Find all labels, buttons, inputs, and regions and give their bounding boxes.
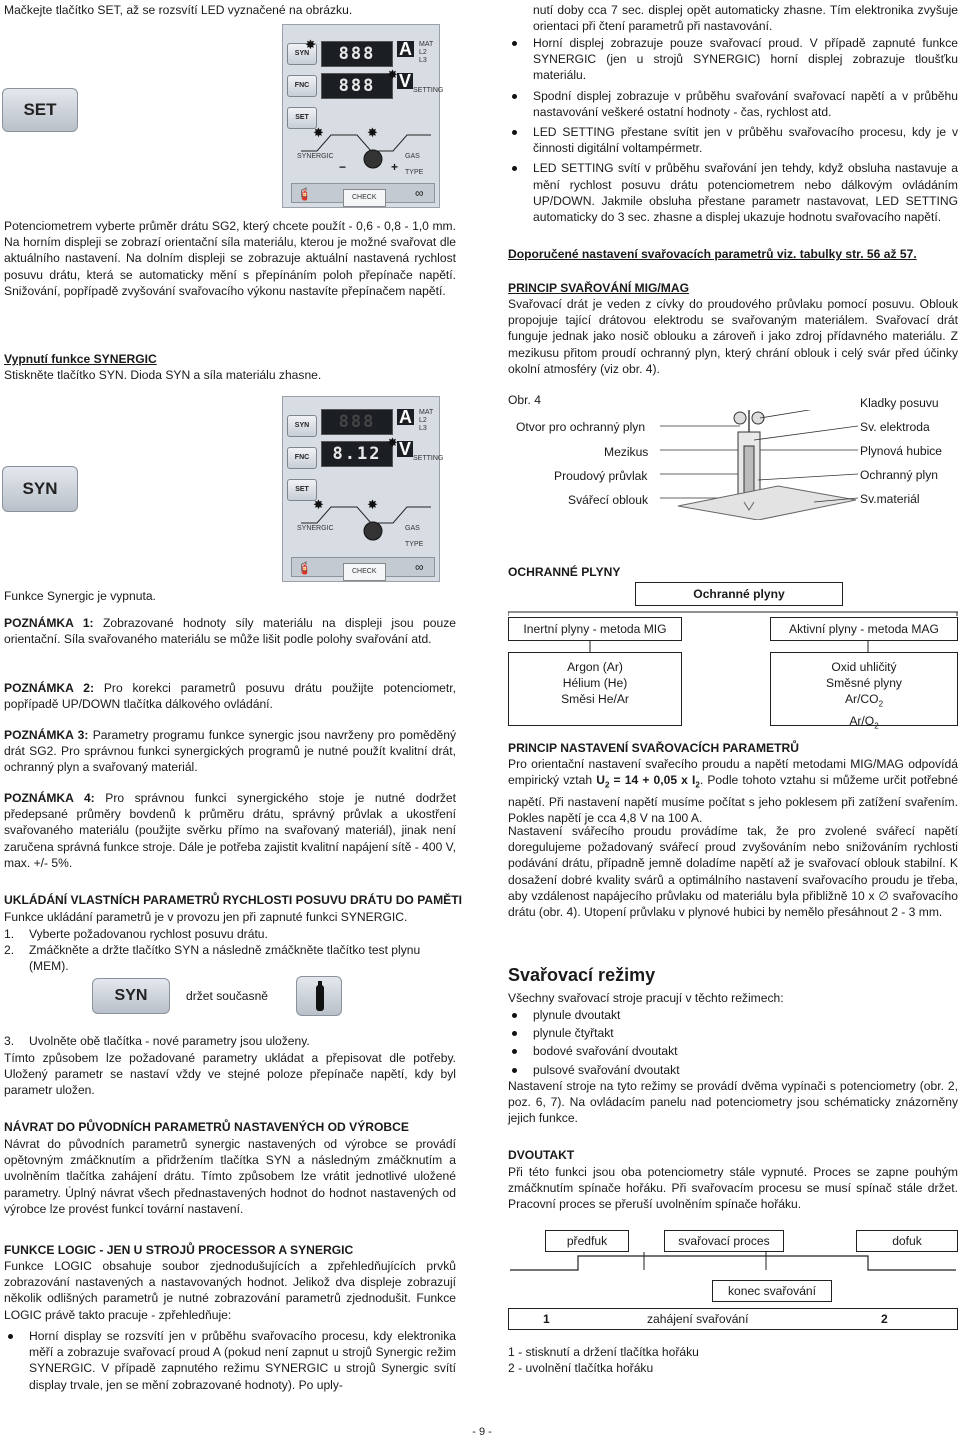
list-item: 2. Zmáčkněte a držte tlačítko SYN a následně zmáčkněte tlačítko test plynu (MEM). <box>4 943 421 974</box>
setting-paragraph-1: Pro orientační nastavení svařecího proudu a napětí metodami MIG/MAG odpovídá empirický vztah $U_2 = 14 + 0,05$ x $I_2$. Podle tohoto vztahu si můžeme určit potřebné napětí. Při nastavení napětí musíme počítat s jeho poklesem při zatížení svařením. Pokles napětí je cca 4,8 V na 100 A. <box>508 757 958 826</box>
timing-konec: konec svařování <box>712 1280 832 1302</box>
page-number: - 9 - <box>472 1426 492 1438</box>
setting-label: SETTING <box>413 87 444 94</box>
check-label: CHECK <box>343 189 386 207</box>
top-display: 888 <box>321 41 393 67</box>
unit-a-label: A <box>399 39 412 59</box>
inert-gases-list <box>508 652 682 726</box>
timing-bottom-bar <box>508 1308 958 1330</box>
panel-set-button: SET <box>287 107 317 129</box>
list-item: Argon (Ar) <box>567 660 623 674</box>
panel-syn-button: SYN <box>287 43 317 65</box>
logic-heading: FUNKCE LOGIC - JEN U STROJŮ PROCESSOR A SYNERGIC <box>4 1243 354 1257</box>
gas-type-label: GAS TYPE <box>405 525 424 549</box>
intro-text: Mačkejte tlačítko SET, až se rozsvítí LED vyznačené na obrázku. <box>4 3 353 17</box>
timing-n1: 1 <box>543 1312 550 1326</box>
top-display: 888 <box>321 409 393 435</box>
hold-together-label: držet současně <box>186 989 269 1003</box>
gas-bottle-icon: 🧯 <box>297 561 312 575</box>
list-item: $Ar/O_2$ <box>849 714 879 731</box>
mat-label: MAT <box>419 409 434 416</box>
active-gases-list <box>770 652 958 731</box>
syn-off-result: Funkce Synergic je vypnuta. <box>4 589 156 603</box>
timing-process: svařovací proces <box>664 1230 784 1252</box>
timing-dofuk: dofuk <box>856 1230 958 1252</box>
led-star-icon: ✸ <box>313 497 324 512</box>
list-item: 3. Uvolněte obě tlačítka - nové parametry jsou uloženy. <box>4 1034 310 1048</box>
panel-fnc-button: FNC <box>287 447 317 469</box>
list-item: plynule dvoutakt <box>508 1007 958 1023</box>
setting-heading: PRINCIP NASTAVENÍ SVAŘOVACÍCH PARAMETRŮ <box>508 741 799 755</box>
syn-button: SYN <box>2 466 78 512</box>
list-item: Oxid uhličitý <box>831 660 897 674</box>
gases-heading: OCHRANNÉ PLYNY <box>508 565 621 579</box>
syn-off-text: Stiskněte tlačítko SYN. Dioda SYN a síla materiálu zhasne. <box>4 368 322 382</box>
unit-a-label: A <box>399 407 412 427</box>
unit-v-label: V <box>399 439 412 459</box>
factory-heading: NÁVRAT DO PŮVODNÍCH PARAMETRŮ NASTAVENÝCH OD VÝROBCE <box>4 1120 409 1134</box>
recommended-link[interactable]: Doporučené nastavení svařovacích parametrů viz. tabulky str. 56 až 57. <box>508 247 917 261</box>
list-item: Horní display se rozsvítí jen v průběhu svařovacího procesu, kdy elektronika měří a zobrazuje svařovací proud A (pokud není zapnut u strojů Synergic režim SYNERGIC. V případě zapnutého režimu SYNERGIC u strojů Synergic svítí display trvale, jen se mění zobrazované hodnoty). Po uply- <box>4 1328 456 1393</box>
figure-label: Sv.materiál <box>860 492 920 506</box>
l3-label: L3 <box>419 425 427 432</box>
led-star-icon: ✸ <box>305 37 316 52</box>
save-steps-end <box>4 1033 456 1049</box>
note-4: POZNÁMKA 4: Pro správnou funkci synergického stoje je nutné dodržet předepsané průměry bovdenů k průměru drátu, správný průvlak a ukostření svařovaného materiálu (použijte svěrku přímo na svařovaný materiál), jinak není zaručena správná funkce stroje. Dále je potřeba zajistit kvalitní napájení sítě - 400 V, max. +/- 5%. <box>4 791 456 870</box>
figure-4-label: Obr. 4 <box>508 393 541 407</box>
timing-predfuk: předfuk <box>545 1230 629 1252</box>
save-outro: Tímto způsobem lze požadované parametry ukládat a přepisovat dle potřeby. Uložený parametr se nastaví vždy ve stejné poloze přepínače napětí, kdy byl parametr uložen. <box>4 1051 456 1098</box>
save-heading: UKLÁDÁNÍ VLASTNÍCH PARAMETRŮ RYCHLOSTI POSUVU DRÁTU DO PAMĚTI <box>4 893 462 907</box>
synergic-label: SYNERGIC <box>297 525 334 532</box>
panel-set-button: SET <box>287 479 317 501</box>
panel-fnc-button: FNC <box>287 75 317 97</box>
potentiometer-paragraph: Potenciometrem vyberte průměr drátu SG2, který chcete použít - 0,6 - 0,8 - 1,0 mm. Na horním displeji se zobrazí orientační síla materiálu, kterou je možné svařovat dle aktuálního nastavení. Na dolním displeji se zobrazuje aktuální nastavená rychlost posuvu drátu, která se automaticky mění s přepínáním poloh přepínače napětí. Snižování, popřípadě zvyšování svařovacího výkonu nastavíte přepínačem napětí. <box>4 219 456 298</box>
figure-label: Ochranný plyn <box>860 468 938 482</box>
inert-gases-box: Inertní plyny - metoda MIG <box>508 617 682 641</box>
list-item: 1. Vyberte požadovanou rychlost posuvu drátu. <box>4 927 268 941</box>
figure-label: Otvor pro ochranný plyn <box>516 420 646 434</box>
unit-v-label: V <box>399 71 412 91</box>
gas-bottle-icon: 🧯 <box>297 187 312 201</box>
syn-button-hold: SYN <box>92 978 170 1014</box>
gas-bottle-icon <box>297 977 343 1017</box>
gas-type-label: GAS TYPE <box>405 153 424 177</box>
note-1: POZNÁMKA 1: Zobrazované hodnoty síly materiálu na displeji jsou pouze orientační. Síla svařovaného materiálu se může lišit podle polohy svařování atd. <box>4 616 456 647</box>
logic-text: Funkce LOGIC obsahuje soubor zjednodušujících a zpřehledňujících prvků zobrazování nastavených a nastavovaných hodnot. Jelikož dva displeje zobrazují několik odlišných parametrů je nutné zobrazování parametrů zjednodušit. Funkce LOGIC právě takto pracuje - zpřehledňuje: <box>4 1259 456 1322</box>
modes-heading: Svařovací režimy <box>508 965 656 985</box>
list-item: LED SETTING svítí v průběhu svařování jen tehdy, když obsluha nastavuje a mění rychlost posuvu drátu potenciometrem nebo dálkovým ovládáním UP/DOWN. Jakmile obsluha přestane parametr nastavovat, LED SETTING automaticky do 3 sec. zhasne a displej ukazuje hodnotu svařovacího napětí. <box>508 160 958 225</box>
led-star-icon: ✸ <box>387 435 398 450</box>
logic-bullets-cont <box>508 35 958 225</box>
list-item: Směsné plyny <box>826 676 902 691</box>
princip-heading: PRINCIP SVAŘOVÁNÍ MIG/MAG <box>508 281 689 295</box>
wire-icon: ∞ <box>415 560 424 574</box>
list-item: $Ar/CO_2$ <box>844 692 884 709</box>
list-item: pulsové svařování dvoutakt <box>508 1062 958 1078</box>
syn-off-heading: Vypnutí funkce SYNERGIC <box>4 352 157 366</box>
set-button: SET <box>2 88 78 132</box>
l2-label: L2 <box>419 417 427 424</box>
l2-label: L2 <box>419 49 427 56</box>
figure-label: Mezikus <box>604 445 649 459</box>
dvoutakt-text: Při této funkci jsou oba potenciometry stále vypnuté. Proces se zapne pouhým zmáčknutím spínače hořáku. Při svařovacím procesu se musí spínač stále držet. Pracovní proces se přeruší uvolněním spínače hořáku. <box>508 1165 958 1212</box>
list-item: Směsi He/Ar <box>561 692 629 707</box>
l3-label: L3 <box>419 57 427 64</box>
logic-continuation: nutí doby cca 7 sec. displej opět automaticky zhasne. Tím elektronika zvyšuje orientaci při čtení parametrů při nastavování. <box>533 3 958 34</box>
timing-start: zahájení svařování <box>647 1312 749 1326</box>
princip-text: Svařovací drát je veden z cívky do proudového průvlaku pomocí posuvu. Oblouk propojuje tající drátovou elektrodu se svařovaným materiálem. Svařovací drát funguje jednak jako nosič oblouku a zároveň i jako zdroj přídavného materiálu. Z mezikusu přitom proudí ochranný plyn, který chrání oblouk i celý svár před účinky okolní atmosféry (viz obr. 4). <box>508 297 958 376</box>
logic-bullets <box>4 1328 456 1393</box>
dvoutakt-heading: DVOUTAKT <box>508 1148 575 1162</box>
figure-label: Sv. elektroda <box>860 420 930 434</box>
check-label: CHECK <box>343 563 386 581</box>
note-3: POZNÁMKA 3: Parametry programu funkce synergic jsou navrženy pro poměděný drát SG2. Pro správnou funkci synergických programů je nutné použít kvalitní drát, ochranný plyn a svařovaný materiál. <box>4 728 456 775</box>
list-item: Horní displej zobrazuje pouze svařovací proud. V případě zapnuté funkce SYNERGIC (jen u strojů SYNERGIC) horní displej zobrazuje tloušťku materiálu. <box>508 35 958 84</box>
plus-label: + <box>391 160 399 174</box>
note-2: POZNÁMKA 2: Pro korekci parametrů posuvu drátu použijte potenciometr, popřípadě UP/DOWN tlačítka dálkového ovládání. <box>4 681 456 712</box>
control-panel-figure <box>282 24 444 208</box>
save-steps <box>4 926 456 975</box>
bottom-display: 888 <box>321 73 393 99</box>
list-item: Hélium (He) <box>562 676 628 691</box>
modes-intro: Všechny svařovací stroje pracují v těchto režimech: <box>508 991 784 1005</box>
control-panel-figure-syn-off <box>282 396 444 582</box>
figure-leader-lines <box>754 410 858 510</box>
legend-1: 1 - stisknutí a držení tlačítka hořáku <box>508 1345 699 1359</box>
mat-label: MAT <box>419 41 434 48</box>
setting-label: SETTING <box>413 455 444 462</box>
led-star-icon: ✸ <box>367 497 378 512</box>
timing-n2: 2 <box>881 1312 888 1326</box>
figure-label: Proudový průvlak <box>554 469 648 483</box>
figure-label: Plynová hubice <box>860 444 943 458</box>
setting-paragraph-2: Nastavení svářecího proudu provádíme tak, že pro zvolené svářecí napětí doregulujeme požadovaný svářecí proud zvyšováním nebo snižováním rychlosti podávání drátu, případně jemně doladíme napětí až je svařovací oblouk stabilní. K dosažení dobré kvality svárů a optimálního nastavení svařovacího proudu je třeba, aby vzdálenost napájecího průvlaku od materiálu byla přibližně 10 x ∅ svařovacího drátu (obr. 4). Utopení průvlaku v plynové hubici by nemělo přesáhnout 2 - 3 mm. <box>508 824 958 920</box>
figure-label: Kladky posuvu <box>860 396 939 410</box>
list-item: bodové svařování dvoutakt <box>508 1043 958 1059</box>
figure-label: Svářecí oblouk <box>568 493 648 507</box>
list-item: plynule čtyřtakt <box>508 1025 958 1041</box>
legend-2: 2 - uvolnění tlačítka hořáku <box>508 1361 654 1375</box>
wire-icon: ∞ <box>415 186 424 200</box>
led-star-icon: ✸ <box>387 67 398 82</box>
modes-outro: Nastavení stroje na tyto režimy se provádí dvěma vypínači s potenciometry (obr. 2, poz. 6, 7). Na ovládacím panelu nad potenciometry jsou schématicky znázorněny jejich funkce. <box>508 1079 958 1126</box>
minus-label: − <box>339 160 347 174</box>
factory-text: Návrat do původních parametrů synergic nastavených od výrobce se provádí opětovným zmáčknutím a přidržením tlačítka SYN a následným zmáčknutím a uvolněním tlačítka zahájení drátu. Tímto způsobem lze vrátit jednotlivé uložené parametry. Úplný návrat všech přednastavených hodnot do hodnot nastavených od výrobce lze provést funkcí tovární nastavení. <box>4 1137 456 1216</box>
list-item: Spodní displej zobrazuje v průběhu svařování svařovací napětí a v průběhu nastavování veškeré ostatní hodnoty - čas, rychlost atd. <box>508 88 958 120</box>
led-star-icon: ✸ <box>367 125 378 140</box>
gases-root-box: Ochranné plyny <box>635 582 843 606</box>
led-star-icon: ✸ <box>313 125 324 140</box>
bottom-display: 8.12 <box>321 441 393 467</box>
active-gases-box: Aktivní plyny - metoda MAG <box>770 617 958 641</box>
save-intro: Funkce ukládání parametrů je v provozu jen při zapnuté funkci SYNERGIC. <box>4 910 408 924</box>
list-item: LED SETTING přestane svítit jen v průběhu svařovacího procesu, kdy je v činnosti digitální voltampérmetr. <box>508 124 958 156</box>
gas-test-button <box>296 976 342 1016</box>
modes-list <box>508 1007 958 1078</box>
panel-syn-button: SYN <box>287 415 317 437</box>
synergic-label: SYNERGIC <box>297 153 334 160</box>
